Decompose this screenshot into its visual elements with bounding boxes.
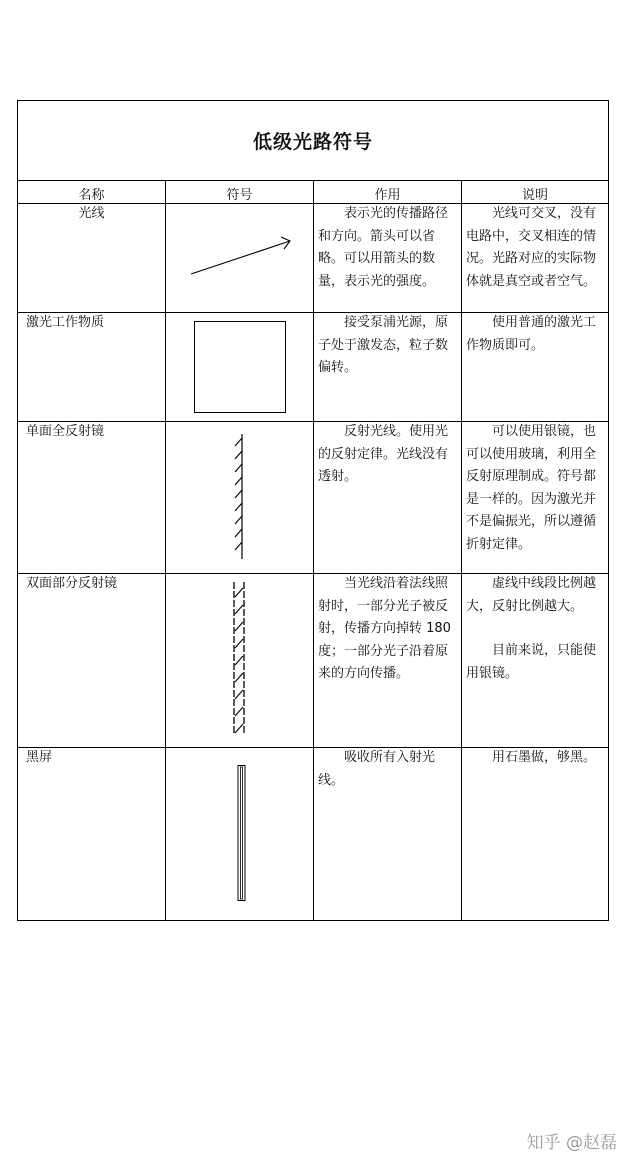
black-screen-icon xyxy=(166,748,313,921)
header-symbol: 符号 xyxy=(226,187,253,203)
table-title-row xyxy=(18,101,608,181)
dash-diagonal xyxy=(235,724,243,733)
note-text: 目前来说，只能使用银镜。 xyxy=(466,643,597,681)
header-function: 作用 xyxy=(374,187,401,203)
note-gap xyxy=(466,618,604,640)
row-name-black-screen: 黑屏 xyxy=(26,750,53,765)
hatch-tick xyxy=(235,477,242,485)
dash-diagonal xyxy=(235,588,243,597)
hatch-tick xyxy=(235,503,242,511)
dash-diagonal xyxy=(235,622,243,631)
note-cell xyxy=(462,573,608,685)
table-title: 低级光路符号 xyxy=(252,131,373,153)
dash-diagonal xyxy=(235,605,243,614)
dash-diagonal xyxy=(235,673,243,682)
hatched-mirror-icon xyxy=(166,422,313,573)
row-name-text: 光线 xyxy=(78,206,105,221)
function-text: 反射光线。使用光的反射定律。光线没有透射。 xyxy=(318,424,449,484)
arrow-line-icon xyxy=(166,204,313,312)
note-text: 可以使用银镜，也可以使用玻璃，利用全反射原理制成。符号都是一样的。因为激光并不是偏振光，所以遵循折射定律。 xyxy=(466,424,597,552)
note-text: 虚线中线段比例越大，反射比例越大。 xyxy=(466,576,597,614)
header-note: 说明 xyxy=(521,187,548,203)
dash-diagonal xyxy=(235,690,243,699)
dashed-mirror-icon xyxy=(166,574,313,747)
dash-diagonal xyxy=(235,707,243,716)
hatch-tick xyxy=(235,490,242,498)
function-text: 吸收所有入射光线。 xyxy=(318,750,436,788)
function-text: 表示光的传播路径和方向。箭头可以省略。可以用箭头的数量，表示光的强度。 xyxy=(318,206,449,289)
row-name-light-ray xyxy=(18,203,165,226)
header-name: 名称 xyxy=(78,187,105,203)
hatch-tick xyxy=(235,542,242,550)
dash-diagonal xyxy=(235,656,243,665)
row-name-full-mirror: 单面全反射镜 xyxy=(26,424,105,439)
hatch-tick xyxy=(235,516,242,524)
note-text: 用石墨做，够黑。 xyxy=(492,750,597,765)
hatch-tick xyxy=(235,451,242,459)
watermark: 知乎 @赵磊 xyxy=(526,1133,617,1153)
square-icon xyxy=(166,313,313,421)
hatch-tick xyxy=(235,464,242,472)
hatch-tick xyxy=(235,438,242,446)
note-text: 使用普通的激光工作物质即可。 xyxy=(466,315,597,353)
function-text: 接受泵浦光源，原子处于激发态，粒子数偏转。 xyxy=(318,315,449,375)
optical-symbol-table xyxy=(17,100,609,921)
row-name-partial-mirror: 双面部分反射镜 xyxy=(26,576,118,591)
dash-diagonal xyxy=(235,639,243,648)
row-name-laser-medium: 激光工作物质 xyxy=(26,315,105,330)
function-text: 当光线沿着法线照射时，一部分光子被反射，传播方向掉转 180 度；一部分光子沿着原来的方向传播。 xyxy=(318,576,451,681)
note-text: 光线可交叉，没有电路中，交叉相连的情况。光路对应的实际物体就是真空或者空气。 xyxy=(466,206,597,289)
hatch-tick xyxy=(235,529,242,537)
